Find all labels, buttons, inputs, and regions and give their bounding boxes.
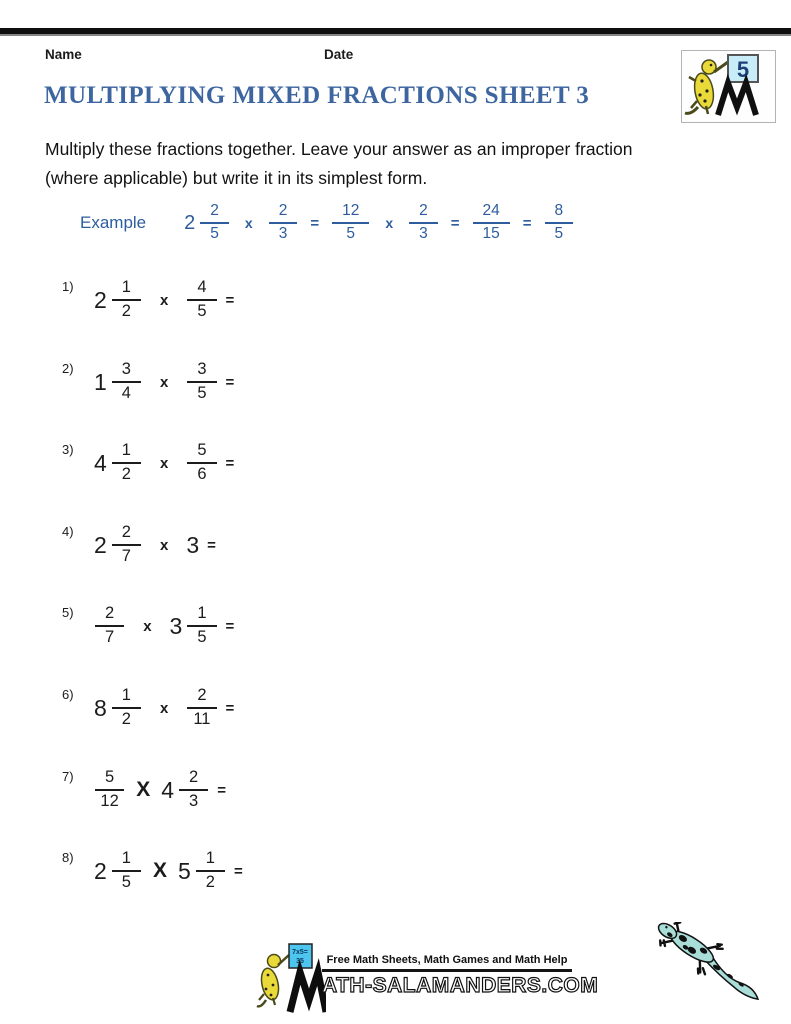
whole-number: 4 xyxy=(94,449,107,476)
fraction xyxy=(545,202,574,243)
equals-sign: = xyxy=(217,781,226,799)
problem-expression xyxy=(92,686,234,730)
problem-number: 4) xyxy=(62,524,74,539)
whole-number: 2 xyxy=(94,286,107,313)
fraction xyxy=(112,849,141,893)
fraction xyxy=(187,278,216,322)
whole-number: 2 xyxy=(94,531,107,558)
denominator: 2 xyxy=(121,710,131,728)
whole-number: 4 xyxy=(161,776,174,803)
problem-number: 1) xyxy=(62,279,74,294)
numerator: 1 xyxy=(112,278,141,301)
date-label: Date xyxy=(324,47,354,62)
multiply-operator: x xyxy=(159,536,169,554)
equals-sign: = xyxy=(225,617,235,635)
multiply-operator: x xyxy=(159,291,169,309)
site-logo xyxy=(681,50,776,123)
fraction xyxy=(187,360,216,404)
fraction xyxy=(112,523,141,567)
equals-sign: = xyxy=(225,454,235,472)
salamander-mascot-icon xyxy=(257,955,289,1007)
fraction xyxy=(112,441,141,485)
example-label: Example xyxy=(80,213,147,232)
footer-logo xyxy=(256,942,599,1016)
numerator: 5 xyxy=(187,441,216,464)
numerator: 2 xyxy=(95,604,124,627)
numerator: 1 xyxy=(112,849,141,872)
denominator: 11 xyxy=(193,710,211,728)
denominator: 5 xyxy=(197,302,207,320)
multiply-operator: x xyxy=(159,454,169,472)
fraction xyxy=(112,360,141,404)
problem-expression xyxy=(92,278,234,322)
problem-number: 8) xyxy=(62,850,74,865)
equals-sign: = xyxy=(310,214,320,232)
whole-number: 5 xyxy=(178,857,191,884)
top-rule xyxy=(0,28,791,36)
fraction xyxy=(196,849,225,893)
denominator: 5 xyxy=(197,628,207,646)
problem-row xyxy=(62,594,234,658)
fraction xyxy=(187,604,216,648)
denominator: 3 xyxy=(278,225,288,242)
name-label: Name xyxy=(45,47,82,62)
denominator: 5 xyxy=(210,225,219,242)
problem-row xyxy=(62,431,234,495)
denominator: 15 xyxy=(482,225,500,242)
denominator: 4 xyxy=(121,384,131,402)
denominator: 3 xyxy=(189,792,199,810)
numerator: 12 xyxy=(332,202,369,224)
footer-rule xyxy=(322,969,572,972)
numerator: 2 xyxy=(179,768,208,791)
problem-row xyxy=(62,513,216,577)
footer-tagline: Free Math Sheets, Math Games and Math Help xyxy=(326,954,568,966)
site-url-text: ATH-SALAMANDERS.COM xyxy=(322,973,599,997)
denominator: 5 xyxy=(121,873,131,891)
multiply-operator: x xyxy=(385,215,394,231)
equals-sign: = xyxy=(225,699,235,717)
m-logo-icon xyxy=(718,83,756,115)
denominator: 2 xyxy=(121,465,131,483)
problem-expression xyxy=(92,360,234,404)
fraction xyxy=(187,441,216,485)
numerator: 2 xyxy=(112,523,141,546)
equals-sign: = xyxy=(225,291,235,309)
board-text-2: 35 xyxy=(296,958,304,965)
numerator: 1 xyxy=(187,604,216,627)
multiply-operator: x xyxy=(244,215,253,231)
fraction xyxy=(200,202,229,243)
problem-expression xyxy=(92,849,243,893)
problem-row xyxy=(62,676,234,740)
denominator: 2 xyxy=(205,873,215,891)
numerator: 24 xyxy=(473,202,510,224)
numerator: 5 xyxy=(95,768,124,791)
numerator: 1 xyxy=(196,849,225,872)
problem-number: 7) xyxy=(62,769,74,784)
whole-number: 2 xyxy=(184,211,196,234)
denominator: 2 xyxy=(121,302,131,320)
fraction xyxy=(179,768,208,812)
problem-number: 5) xyxy=(62,605,74,620)
footer-text-block xyxy=(322,942,599,1016)
denominator: 7 xyxy=(121,547,131,565)
equals-sign: = xyxy=(450,214,460,232)
numerator: 4 xyxy=(187,278,216,301)
equals-sign: = xyxy=(233,862,243,880)
instructions-line1: Multiply these fractions together. Leave your answer as an improper fraction xyxy=(45,139,633,159)
fraction xyxy=(409,202,438,243)
fraction xyxy=(269,202,298,243)
problem-expression xyxy=(92,441,234,485)
whole-number: 3 xyxy=(186,531,200,558)
problem-row xyxy=(62,758,226,822)
multiply-operator: x xyxy=(159,373,169,391)
example-expression xyxy=(182,202,576,243)
footer-salamander-logo-icon xyxy=(256,942,326,1016)
whole-number: 1 xyxy=(94,368,107,395)
numerator: 2 xyxy=(409,202,438,224)
numerator: 2 xyxy=(269,202,298,224)
fraction xyxy=(112,686,141,730)
equals-sign: = xyxy=(207,536,216,554)
problem-row xyxy=(62,350,234,414)
whole-number: 2 xyxy=(94,857,107,884)
fraction xyxy=(473,202,510,243)
page-title: MULTIPLYING MIXED FRACTIONS SHEET 3 xyxy=(44,82,590,109)
numerator: 2 xyxy=(187,686,216,709)
board-text-1: 7x5= xyxy=(292,949,308,956)
multiply-operator: x xyxy=(143,617,152,635)
equals-sign: = xyxy=(522,214,532,232)
denominator: 5 xyxy=(197,384,207,402)
numerator: 1 xyxy=(112,441,141,464)
fraction xyxy=(112,278,141,322)
whole-number: 8 xyxy=(94,694,107,721)
numerator: 1 xyxy=(112,686,141,709)
logo-number: 5 xyxy=(736,57,750,82)
problem-expression xyxy=(92,768,226,812)
logo-number-board xyxy=(728,55,758,82)
whole-number: 3 xyxy=(169,612,183,639)
numerator: 3 xyxy=(112,360,141,383)
example-row xyxy=(80,197,576,249)
problem-row xyxy=(62,839,243,903)
denominator: 12 xyxy=(100,792,119,810)
corner-salamander-icon xyxy=(640,922,780,1014)
salamander-logo-icon xyxy=(682,51,773,120)
denominator: 5 xyxy=(346,225,356,242)
problem-expression xyxy=(92,604,234,648)
problem-number: 2) xyxy=(62,361,74,376)
multiply-operator: X xyxy=(136,778,151,801)
multiply-operator: x xyxy=(159,699,169,717)
fraction xyxy=(332,202,369,243)
problem-expression xyxy=(92,523,216,567)
denominator: 3 xyxy=(419,225,428,242)
numerator: 8 xyxy=(545,202,574,224)
m-logo-icon xyxy=(290,972,326,1012)
problem-number: 3) xyxy=(62,442,74,457)
numerator: 3 xyxy=(187,360,216,383)
denominator: 6 xyxy=(197,465,207,483)
fraction xyxy=(187,686,216,730)
numerator: 2 xyxy=(200,202,229,224)
equals-sign: = xyxy=(225,373,235,391)
fraction xyxy=(95,768,124,812)
problem-number: 6) xyxy=(62,687,74,702)
multiply-operator: X xyxy=(152,859,167,882)
fraction xyxy=(95,604,124,648)
denominator: 7 xyxy=(105,628,115,646)
instructions-line2: (where applicable) but write it in its simplest form. xyxy=(45,168,428,188)
denominator: 5 xyxy=(554,225,564,242)
problem-row xyxy=(62,268,234,332)
